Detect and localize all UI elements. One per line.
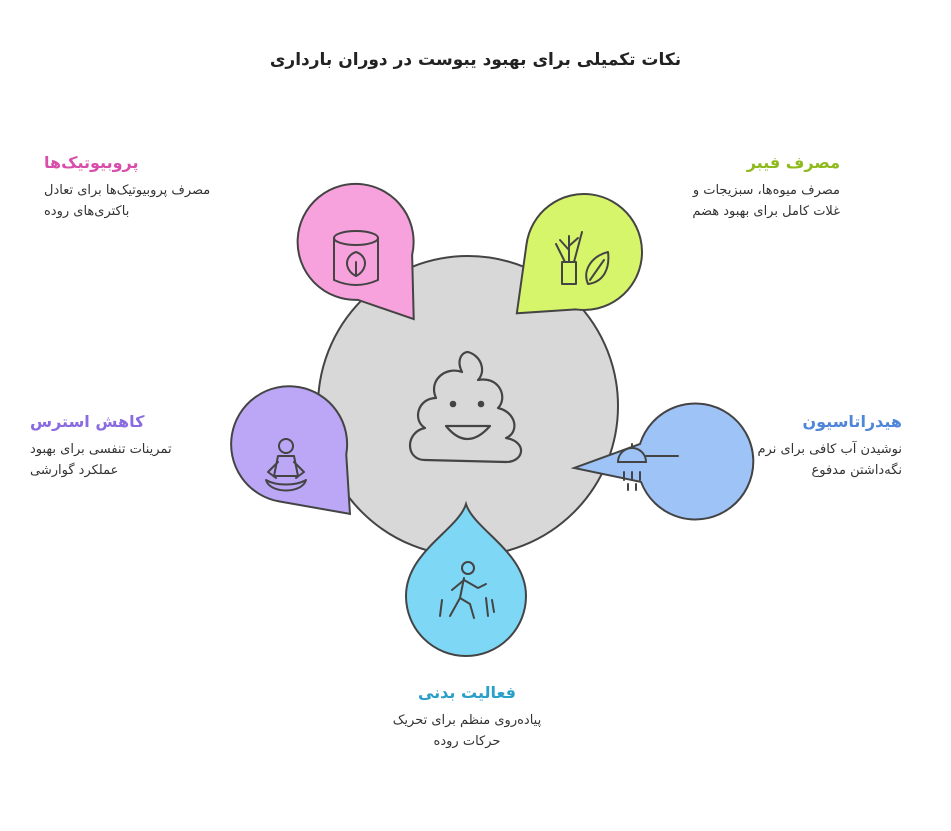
probiotics-desc-line1: مصرف پروبیوتیک‌ها برای تعادل [44,183,211,198]
probiotics-desc-line2: باکتری‌های روده [44,204,130,219]
activity-heading: فعالیت بدنی [417,683,516,702]
fiber-description [630,180,840,222]
probiotics-heading: پروبیوتیک‌ها [44,153,139,172]
stress-heading: کاهش استرس [30,412,145,431]
fiber-desc-line2: غلات کامل برای بهبود هضم [692,204,840,219]
hydration-desc-line2: نگه‌داشتن مدفوع [811,463,902,478]
label-hydration [680,412,902,481]
label-probiotics [44,153,270,222]
stress-desc-line2: عملکرد گوارشی [30,463,119,478]
hydration-desc-line1: نوشیدن آب کافی برای نرم [757,442,902,457]
stress-description [30,439,196,481]
activity-description [356,710,578,752]
page-title: نکات تکمیلی برای بهبود یبوست در دوران بارداری [269,50,682,70]
activity-desc-line2: حرکات روده [433,734,501,749]
hydration-description [680,439,902,481]
fiber-heading: مصرف فیبر [746,153,840,172]
probiotics-description [44,180,270,222]
label-fiber [630,153,840,222]
hydration-heading: هیدراتاسیون [802,412,902,431]
stress-desc-line1: تمرینات تنفسی برای بهبود [30,442,172,457]
label-activity [356,683,578,752]
label-stress [30,412,196,481]
activity-desc-line1: پیاده‌روی منظم برای تحریک [392,713,542,728]
fiber-desc-line1: مصرف میوه‌ها، سبزیجات و [692,183,840,198]
